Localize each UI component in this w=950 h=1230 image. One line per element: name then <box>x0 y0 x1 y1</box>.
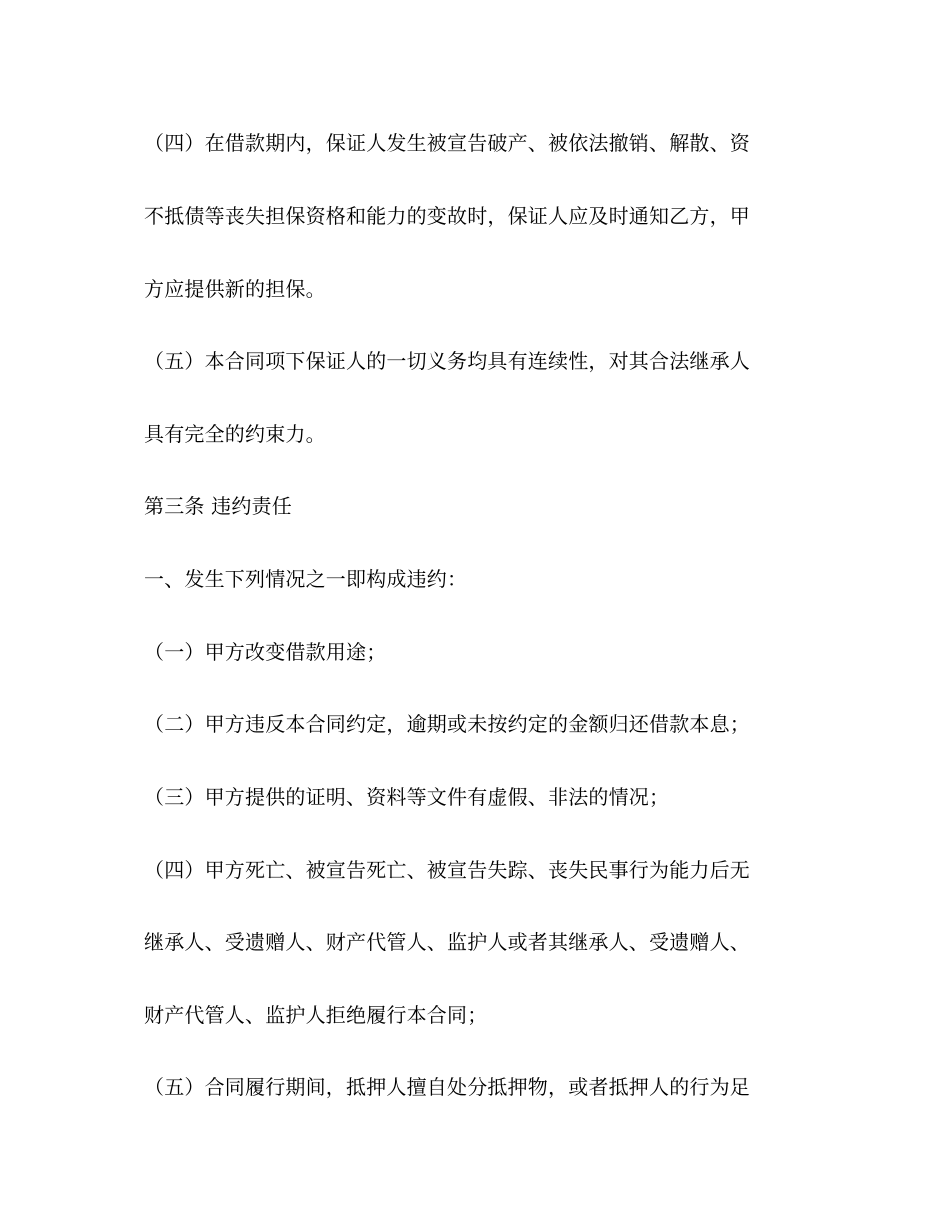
list-item: （五）合同履行期间，抵押人擅自处分抵押物，或者抵押人的行为足 <box>144 1075 750 1099</box>
paragraph-line: 不抵债等丧失担保资格和能力的变故时，保证人应及时通知乙方，甲 <box>144 204 750 228</box>
paragraph-line: 一、发生下列情况之一即构成违约： <box>144 567 468 591</box>
list-item: （三）甲方提供的证明、资料等文件有虚假、非法的情况； <box>144 785 670 809</box>
paragraph-line: （五）本合同项下保证人的一切义务均具有连续性，对其合法继承人 <box>144 349 750 373</box>
paragraph-line: （四）在借款期内，保证人发生被宣告破产、被依法撤销、解散、资 <box>144 131 750 155</box>
paragraph-line: 具有完全的约束力。 <box>144 422 326 446</box>
list-item: （二）甲方违反本合同约定，逾期或未按约定的金额归还借款本息； <box>144 712 750 736</box>
paragraph-line: 方应提供新的担保。 <box>144 277 326 301</box>
list-item: （四）甲方死亡、被宣告死亡、被宣告失踪、丧失民事行为能力后无 <box>144 858 750 882</box>
paragraph-line: 继承人、受遗赠人、财产代管人、监护人或者其继承人、受遗赠人、 <box>144 930 750 954</box>
paragraph-line: 财产代管人、监护人拒绝履行本合同； <box>144 1003 488 1027</box>
section-heading: 第三条 违约责任 <box>144 494 292 518</box>
list-item: （一）甲方改变借款用途； <box>144 640 387 664</box>
